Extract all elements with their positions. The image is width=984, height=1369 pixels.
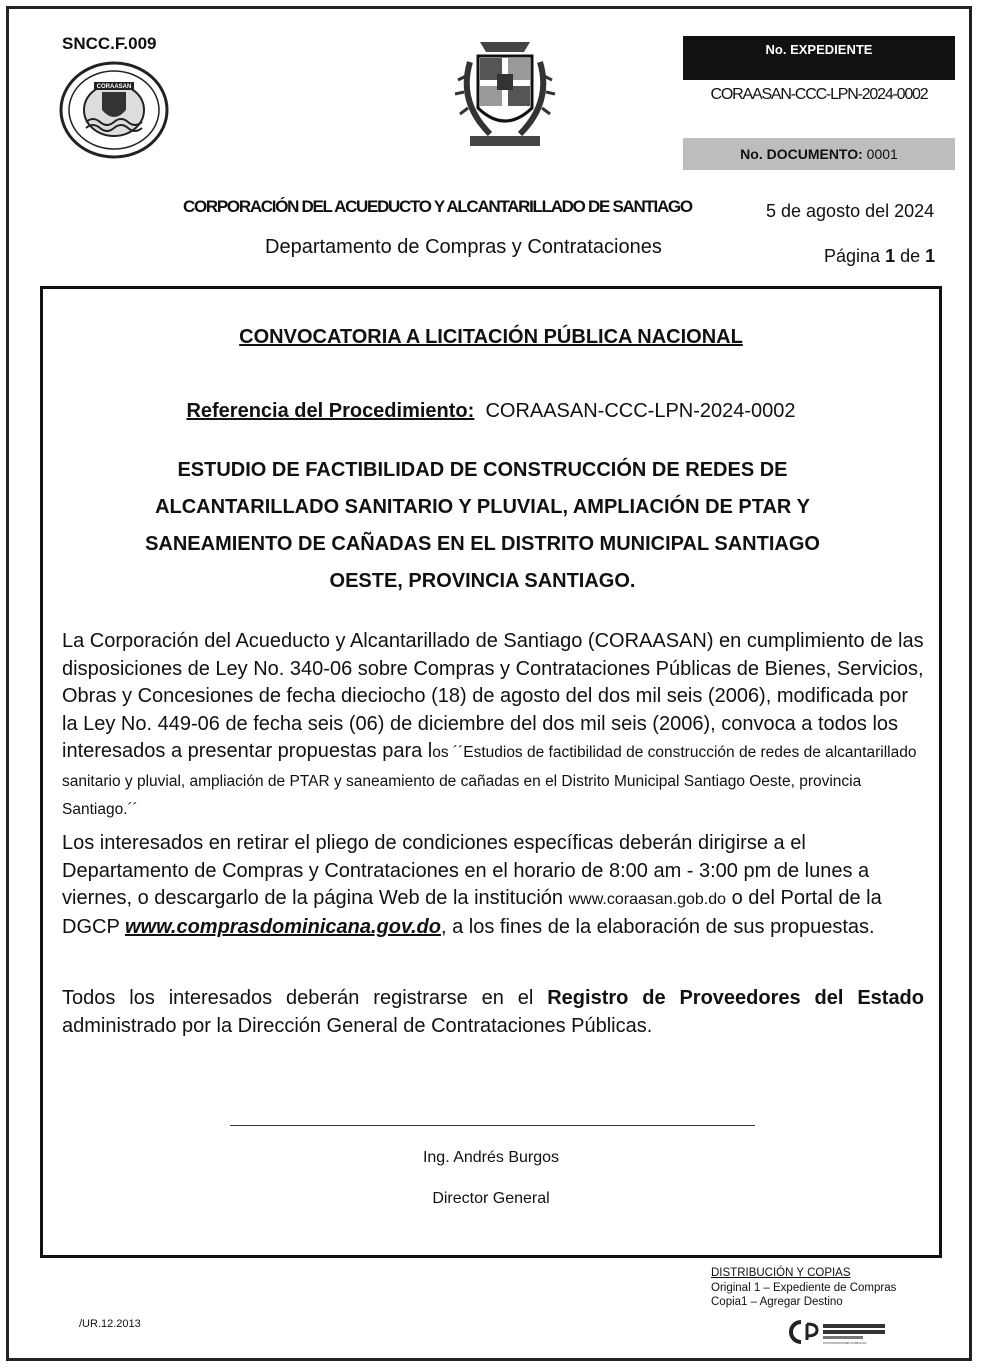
registro-proveedores: Registro de Proveedores del Estado <box>547 987 924 1009</box>
paragraph-pliego-text: Los interesados en retirar el pliego de condiciones específicas deberán dirigirse a el Departamento de Compras y Contrataciones en el horario de 8:00 am - 3:00 pm de lunes a viernes, o descargarlo de la página Web de la institución <box>62 832 870 909</box>
expediente-number: CORAASAN-CCC-LPN-2024-0002 <box>710 86 928 103</box>
documento-label: No. DOCUMENTO: <box>740 146 863 162</box>
distribution-heading: DISTRIBUCIÓN Y COPIAS <box>711 1267 851 1279</box>
reference-label: Referencia del Procedimiento: <box>186 400 475 422</box>
reference-value: CORAASAN-CCC-LPN-2024-0002 <box>485 400 796 422</box>
page-of: de <box>900 246 921 266</box>
page-number <box>824 246 935 267</box>
dgcp-logo-text: CONTRATACIONES PÚBLICAS <box>823 1341 867 1345</box>
document-title <box>40 326 942 349</box>
document-title-text: CONVOCATORIA A LICITACIÓN PÚBLICA NACIONAL <box>239 326 743 348</box>
documento-number: 0001 <box>866 146 898 162</box>
subject-line: ESTUDIO DE FACTIBILIDAD DE CONSTRUCCIÓN DE REDES DE <box>177 459 788 481</box>
paragraph-convocation-object: os ´´Estudios de factibilidad de construcción de redes de alcantarillado sanitario y pluvial, ampliación de PTAR y saneamiento de cañadas en el Distrito Municipal Santiago Oeste, provincia Santiago.´´ <box>62 744 917 818</box>
paragraph-registro-text: administrado por la Dirección General de Contrataciones Públicas. <box>62 1014 653 1037</box>
distribution-block <box>711 1266 896 1310</box>
subject-line: SANEAMIENTO DE CAÑADAS EN EL DISTRITO MUNICIPAL SANTIAGO <box>145 533 820 555</box>
paragraph-convocation <box>62 628 924 824</box>
procedure-subject <box>110 452 855 600</box>
paragraph-pliego-text: o del Portal de la DGCP <box>62 887 882 938</box>
department-name: Departamento de Compras y Contrataciones <box>265 236 662 258</box>
seal-text: CORAASAN <box>96 84 132 90</box>
form-code: SNCC.F.009 <box>62 34 157 53</box>
paragraph-pliego <box>62 830 924 941</box>
coat-of-arms-logo <box>440 32 570 160</box>
distribution-line: Copia1 – Agregar Destino <box>711 1296 843 1308</box>
signer-title: Director General <box>432 1190 550 1207</box>
paragraph-pliego-text: , a los fines de la elaboración de sus propuestas. <box>440 915 875 938</box>
subject-line: ALCANTARILLADO SANITARIO Y PLUVIAL, AMPLIACIÓN DE PTAR Y <box>155 496 810 518</box>
procedure-reference <box>40 400 942 423</box>
page-label: Página <box>824 246 881 266</box>
documento-box <box>683 138 955 170</box>
subject-line: OESTE, PROVINCIA SANTIAGO. <box>329 570 636 592</box>
paragraph-convocation-main: La Corporación del Acueducto y Alcantarillado de Santiago (CORAASAN) en cumplimiento de las disposiciones de Ley No. 340-06 sobre Compras y Contrataciones Públicas de Bienes, Servicios, Obras y Concesiones de fecha dieciocho (18) de agosto del dos mil seis (2006), modificada por la Ley No. 449-06 de fecha seis (06) de diciembre del dos mil seis (2006), convoca a todos los interesados a presentar propuestas para l <box>62 630 924 762</box>
document-date: 5 de agosto del 2024 <box>766 201 935 221</box>
signature-line <box>230 1125 755 1126</box>
institution-website-link[interactable]: www.coraasan.gob.do <box>568 891 727 908</box>
dgcp-logo <box>789 1318 889 1346</box>
org-name: CORPORACIÓN DEL ACUEDUCTO Y ALCANTARILLADO DE SANTIAGO <box>183 197 692 216</box>
signer-name: Ing. Andrés Burgos <box>422 1149 560 1166</box>
distribution-line: Original 1 – Expediente de Compras <box>711 1281 897 1294</box>
page-current: 1 <box>885 246 896 266</box>
compras-dominicana-link[interactable]: www.comprasdominicana.gov.do <box>124 915 441 938</box>
form-version: /UR.12.2013 <box>79 1318 141 1330</box>
paragraph-registro <box>62 985 924 1040</box>
expediente-label-box: No. EXPEDIENTE <box>683 36 955 80</box>
coraasan-seal-logo <box>58 60 170 160</box>
page-total: 1 <box>925 246 936 266</box>
paragraph-registro-text: Todos los interesados deberán registrarse en el <box>62 987 548 1009</box>
